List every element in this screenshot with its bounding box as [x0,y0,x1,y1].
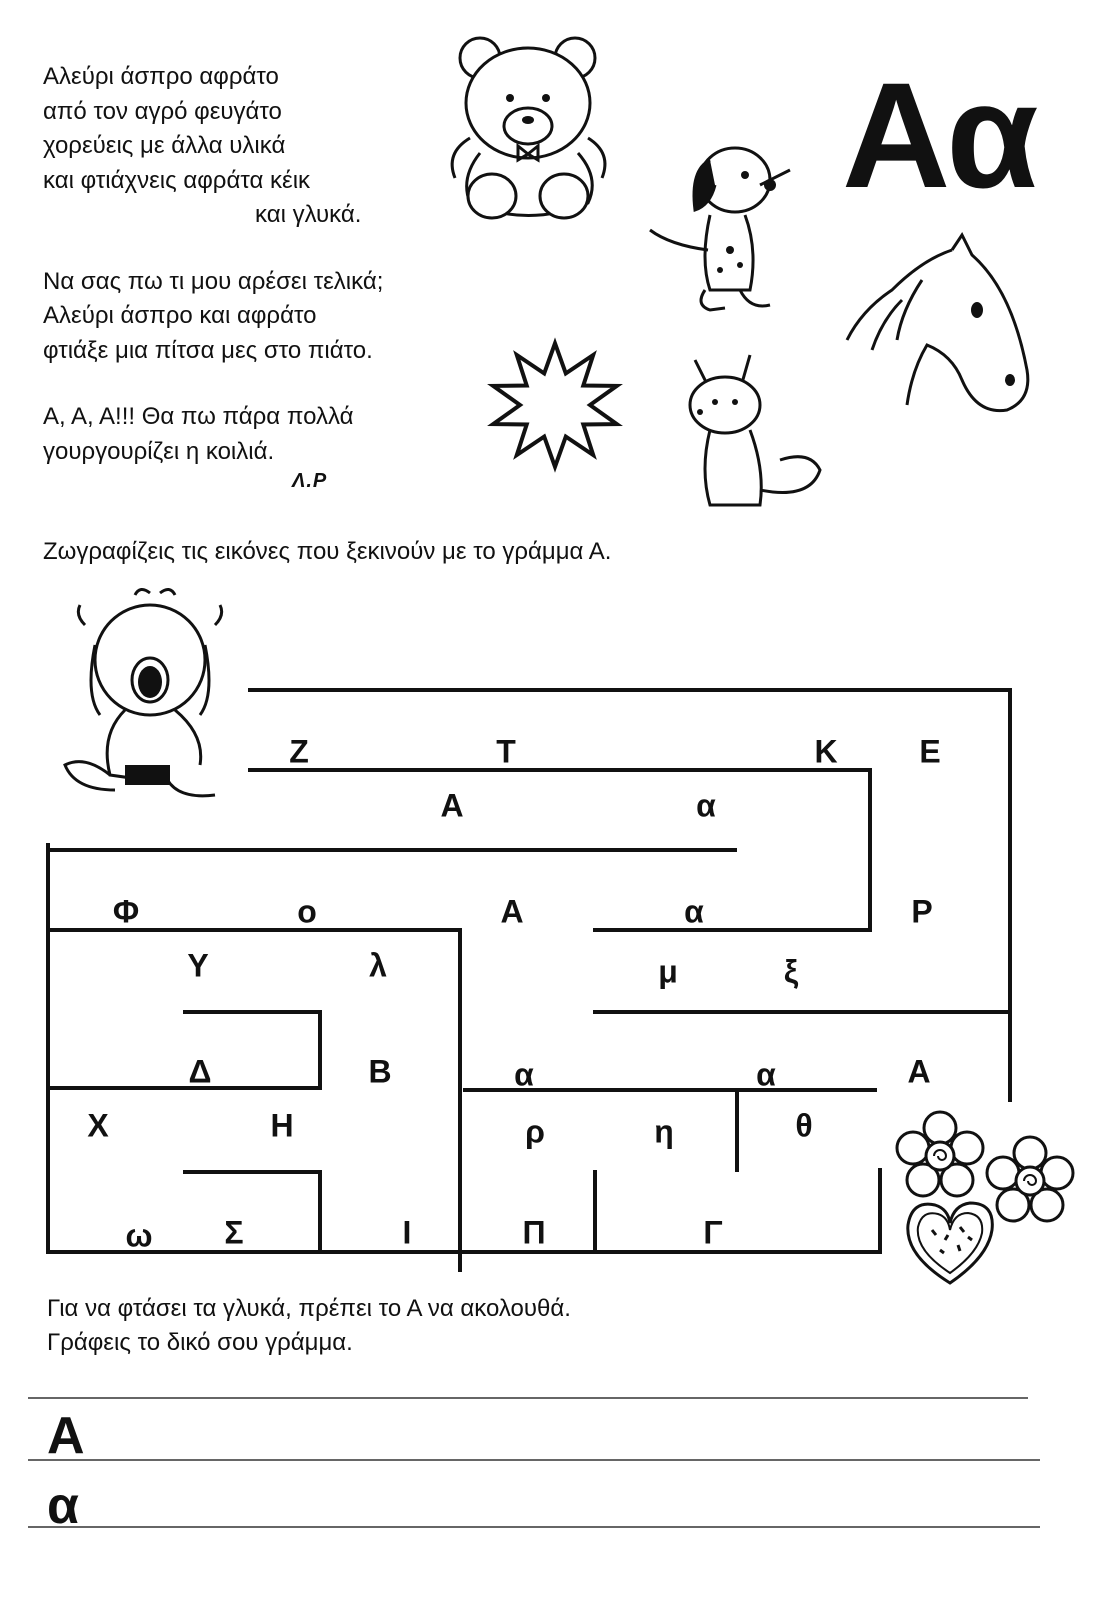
maze-letter: ξ [783,953,799,990]
poem-line: και φτιάχνεις αφράτα κέικ [43,166,311,194]
poem-line: γουργουρίζει η κοιλιά. [43,437,275,465]
maze-letter: Π [522,1214,546,1251]
maze-letter: α [514,1056,534,1093]
maze-letter: η [654,1113,674,1150]
maze-letter: Φ [112,893,140,930]
poem-line: Να σας πω τι μου αρέσει τελικά; [43,267,384,295]
maze-letter: Β [368,1053,392,1090]
maze-instruction: Για να φτάσει τα γλυκά, πρέπει το Α να ακολουθά. [47,1295,571,1322]
coloring-instruction: Ζωγραφίζεις τις εικόνες που ξεκινούν με το γράμμα Α. [43,538,612,565]
maze-letter: Α [907,1053,931,1090]
maze-letter: Η [270,1107,294,1144]
maze-letter: Υ [187,947,209,984]
maze-letter: α [684,893,704,930]
maze-letter: Χ [87,1107,109,1144]
poem-line: Αλεύρι άσπρο και αφράτο [43,302,317,329]
maze-letter: Γ [703,1214,723,1251]
maze-letter: θ [795,1107,813,1144]
maze-letter: ο [297,893,317,930]
poem-line: χορεύεις με άλλα υλικά [43,132,286,159]
poem-line: Α, Α, Α!!! Θα πω πάρα πολλά [43,403,354,430]
writing-instruction: Γράφεις το δικό σου γράμμα. [47,1329,353,1356]
practice-lowercase-letter: α [47,1477,79,1535]
maze-letter: α [756,1056,776,1093]
poem-line: και γλυκά. [255,201,362,228]
author-signature: Λ.Ρ [292,470,328,492]
practice-uppercase-letter: Α [47,1407,85,1465]
maze-letter: Σ [224,1214,244,1251]
poem-line: από τον αγρό φευγάτο [43,97,282,125]
poem-line: Αλεύρι άσπρο αφράτο [43,63,279,90]
maze-letter: Τ [496,733,516,770]
maze-letter: ω [125,1217,153,1254]
maze-letter: Ρ [911,893,933,930]
maze-letter: Ι [402,1214,412,1251]
maze-letter: μ [658,953,678,990]
poem-line: φτιάξε μια πίτσα μες στο πιάτο. [43,336,373,364]
maze-letter: Ζ [289,733,309,770]
maze-letter: Α [500,893,524,930]
maze-letter: Δ [188,1053,212,1090]
maze-letter: Α [440,787,464,824]
maze-letter: Κ [814,733,838,770]
maze-letter: ρ [525,1113,545,1150]
page-title-letters: Αα [842,51,1035,219]
maze-letter: α [696,787,716,824]
maze-letter: λ [369,947,387,984]
maze-letter: Ε [919,733,941,770]
